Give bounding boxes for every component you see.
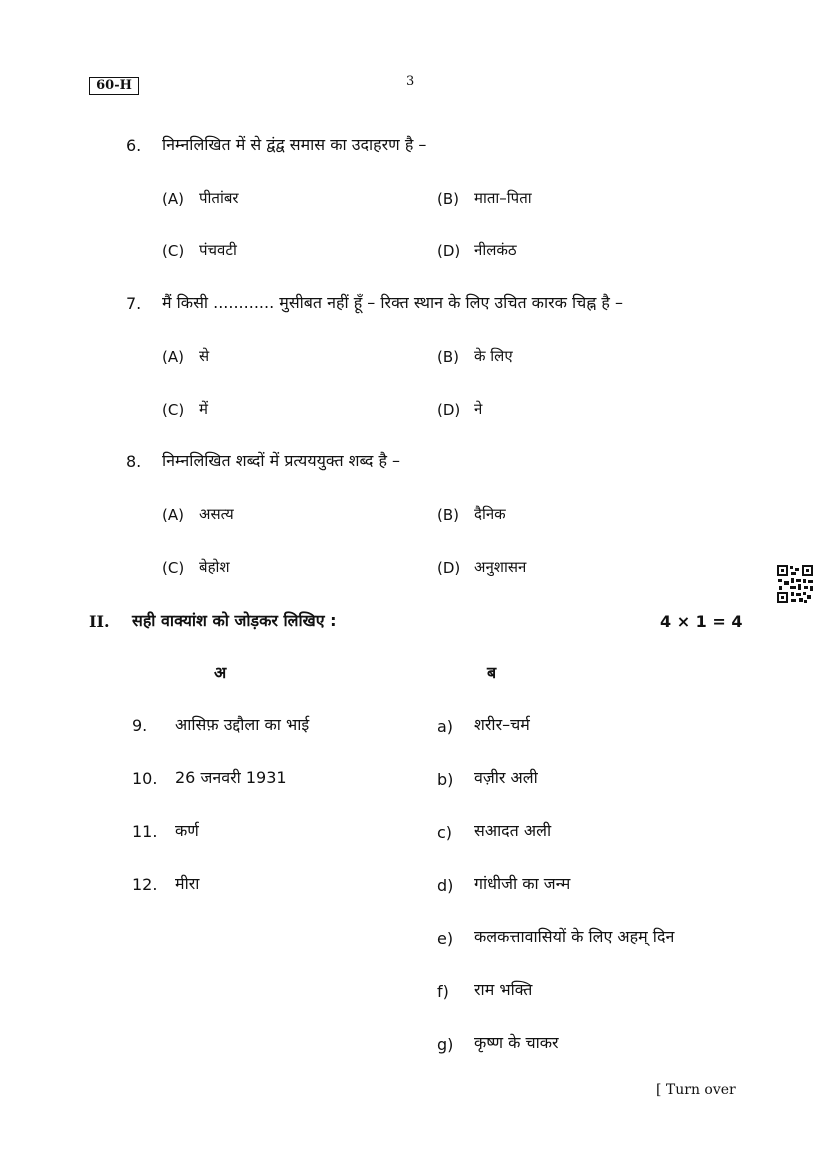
question-number: 8. bbox=[126, 452, 142, 471]
option-text: से bbox=[199, 347, 210, 365]
match-option-key: f) bbox=[437, 982, 449, 1001]
option-key: (C) bbox=[162, 401, 185, 419]
question-text: मैं किसी ............ मुसीबत नहीं हूँ – रिक्त स्थान के लिए उचित कारक चिह्न है – bbox=[162, 293, 623, 312]
option-text: पीतांबर bbox=[199, 189, 239, 207]
question-number: 6. bbox=[126, 136, 142, 155]
match-option-text: कृष्ण के चाकर bbox=[474, 1033, 559, 1052]
match-option-key: e) bbox=[437, 929, 454, 948]
option-text: नीलकंठ bbox=[474, 241, 517, 259]
match-option-text: राम भक्ति bbox=[474, 980, 533, 999]
match-item-number: 9. bbox=[132, 716, 148, 735]
match-option-text: कलकत्तावासियों के लिए अहम् दिन bbox=[474, 927, 675, 946]
option-key: (C) bbox=[162, 559, 185, 577]
match-option-key: a) bbox=[437, 717, 454, 736]
turn-over-note: [ Turn over bbox=[656, 1082, 736, 1098]
option-key: (A) bbox=[162, 506, 184, 524]
match-item-number: 12. bbox=[132, 875, 158, 894]
match-item-number: 11. bbox=[132, 822, 158, 841]
match-item-text: कर्ण bbox=[175, 821, 199, 840]
column-a-header: अ bbox=[214, 663, 227, 682]
option-key: (C) bbox=[162, 242, 185, 260]
option-key: (D) bbox=[437, 401, 461, 419]
page-number: 3 bbox=[406, 74, 415, 89]
match-item-text: मीरा bbox=[175, 874, 200, 893]
option-key: (A) bbox=[162, 190, 184, 208]
option-text: अनुशासन bbox=[474, 558, 527, 576]
option-text: पंचवटी bbox=[199, 241, 237, 259]
match-option-text: गांधीजी का जन्म bbox=[474, 874, 571, 893]
match-option-key: d) bbox=[437, 876, 454, 895]
match-option-text: शरीर–चर्म bbox=[474, 715, 530, 734]
question-text: निम्नलिखित में से द्वंद्व समास का उदाहरण है – bbox=[162, 135, 427, 154]
match-item-number: 10. bbox=[132, 769, 158, 788]
question-number: 7. bbox=[126, 294, 142, 313]
section-marks: 4 × 1 = 4 bbox=[660, 612, 743, 631]
option-key: (B) bbox=[437, 506, 459, 524]
paper-code: 60-H bbox=[89, 77, 139, 95]
match-option-key: g) bbox=[437, 1035, 454, 1054]
qr-code bbox=[776, 564, 814, 604]
option-text: माता–पिता bbox=[474, 189, 532, 207]
match-option-text: वज़ीर अली bbox=[474, 768, 538, 787]
section-title: सही वाक्यांश को जोड़कर लिखिए : bbox=[132, 611, 337, 630]
option-key: (D) bbox=[437, 242, 461, 260]
match-option-key: c) bbox=[437, 823, 453, 842]
section-number: II. bbox=[89, 612, 110, 631]
option-key: (A) bbox=[162, 348, 184, 366]
question-text: निम्नलिखित शब्दों में प्रत्यययुक्त शब्द है – bbox=[162, 451, 401, 470]
option-text: बेहोश bbox=[199, 558, 230, 576]
option-text: ने bbox=[474, 400, 483, 418]
option-text: असत्य bbox=[199, 505, 234, 523]
match-option-text: सआदत अली bbox=[474, 821, 552, 840]
match-option-key: b) bbox=[437, 770, 454, 789]
option-text: के लिए bbox=[474, 347, 513, 365]
option-key: (B) bbox=[437, 190, 459, 208]
match-item-text: 26 जनवरी 1931 bbox=[175, 768, 287, 787]
option-key: (D) bbox=[437, 559, 461, 577]
match-item-text: आसिफ़ उद्दौला का भाई bbox=[175, 715, 310, 734]
column-b-header: ब bbox=[487, 663, 497, 682]
option-key: (B) bbox=[437, 348, 459, 366]
option-text: में bbox=[199, 400, 208, 418]
option-text: दैनिक bbox=[474, 505, 506, 523]
